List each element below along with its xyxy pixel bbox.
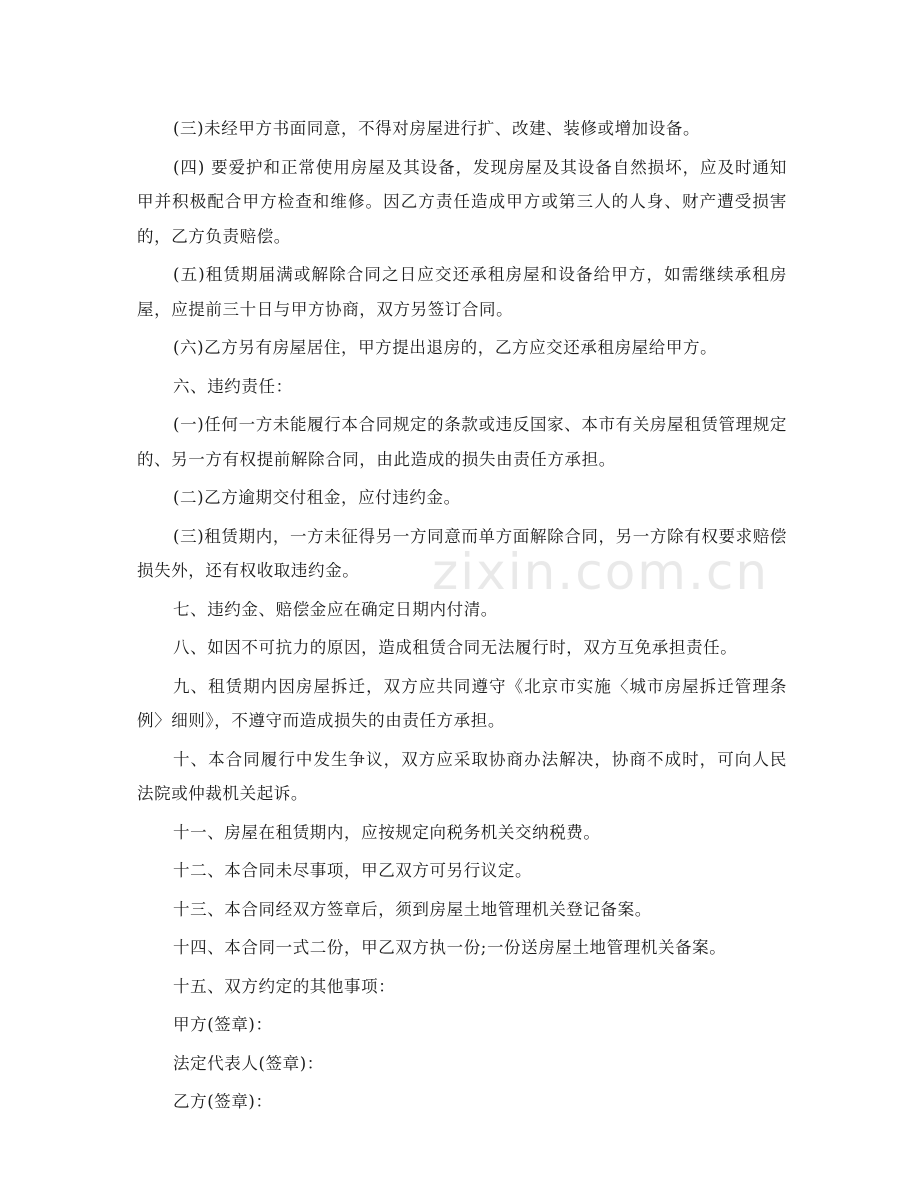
clause-paragraph: 十、本合同履行中发生争议，双方应采取协商办法解决，协商不成时，可向人民法院或仲裁机关起诉。 bbox=[137, 749, 787, 803]
clause-paragraph: (三)未经甲方书面同意，不得对房屋进行扩、改建、装修或增加设备。 bbox=[173, 119, 701, 138]
clause-paragraph: 九、租赁期内因房屋拆迁，双方应共同遵守《北京市实施〈城市房屋拆迁管理条例〉细则》，不遵守而造成损失的由责任方承担。 bbox=[137, 676, 787, 730]
clause-paragraph: (五)租赁期届满或解除合同之日应交还承租房屋和设备给甲方，如需继续承租房屋，应提前三十日与甲方协商，双方另签订合同。 bbox=[137, 265, 787, 319]
clause-paragraph: 十五、双方约定的其他事项： bbox=[173, 976, 396, 996]
clause-paragraph: (六)乙方另有房屋居住，甲方提出退房的，乙方应交还承租房屋给甲方。 bbox=[173, 338, 718, 357]
clause-paragraph: 十三、本合同经双方签章后，须到房屋土地管理机关登记备案。 bbox=[173, 899, 652, 919]
watermark-text: zixin.com.cn bbox=[432, 543, 770, 601]
clause-paragraph: (二)乙方逾期交付租金，应付违约金。 bbox=[173, 488, 461, 507]
clause-paragraph: (三)租赁期内，一方未征得另一方同意而单方面解除合同，另一方除有权要求赔偿损失外，还有权收取违约金。 bbox=[137, 526, 787, 580]
clause-paragraph: 十一、房屋在租赁期内，应按规定向税务机关交纳税费。 bbox=[173, 822, 601, 842]
clause-paragraph: 八、如因不可抗力的原因，造成租赁合同无法履行时，双方互免承担责任。 bbox=[173, 638, 738, 657]
contract-body bbox=[137, 112, 787, 1124]
clause-paragraph: (四) 要爱护和正常使用房屋及其设备，发现房屋及其设备自然损坏，应及时通知甲并积极配合甲方检查和维修。因乙方责任造成甲方或第三人的人身、财产遭受损害的，乙方负责赔偿。 bbox=[137, 157, 787, 246]
signature-line-party-b: 乙方(签章)： bbox=[173, 1092, 273, 1111]
clause-paragraph: (一)任何一方未能履行本合同规定的条款或违反国家、本市有关房屋租赁管理规定的、另一方有权提前解除合同，由此造成的损失由责任方承担。 bbox=[137, 415, 787, 469]
clause-paragraph: 七、违约金、赔偿金应在确定日期内付清。 bbox=[173, 599, 498, 619]
clause-paragraph: 十二、本合同未尽事项，甲乙双方可另行议定。 bbox=[173, 861, 533, 880]
signature-line-party-a: 甲方(签章)： bbox=[173, 1015, 273, 1034]
clause-paragraph: 十四、本合同一式二份，甲乙双方执一份;一份送房屋土地管理机关备案。 bbox=[173, 938, 727, 957]
signature-line-legal-rep: 法定代表人(签章)： bbox=[173, 1053, 324, 1073]
section-heading: 六、违约责任： bbox=[173, 376, 293, 396]
